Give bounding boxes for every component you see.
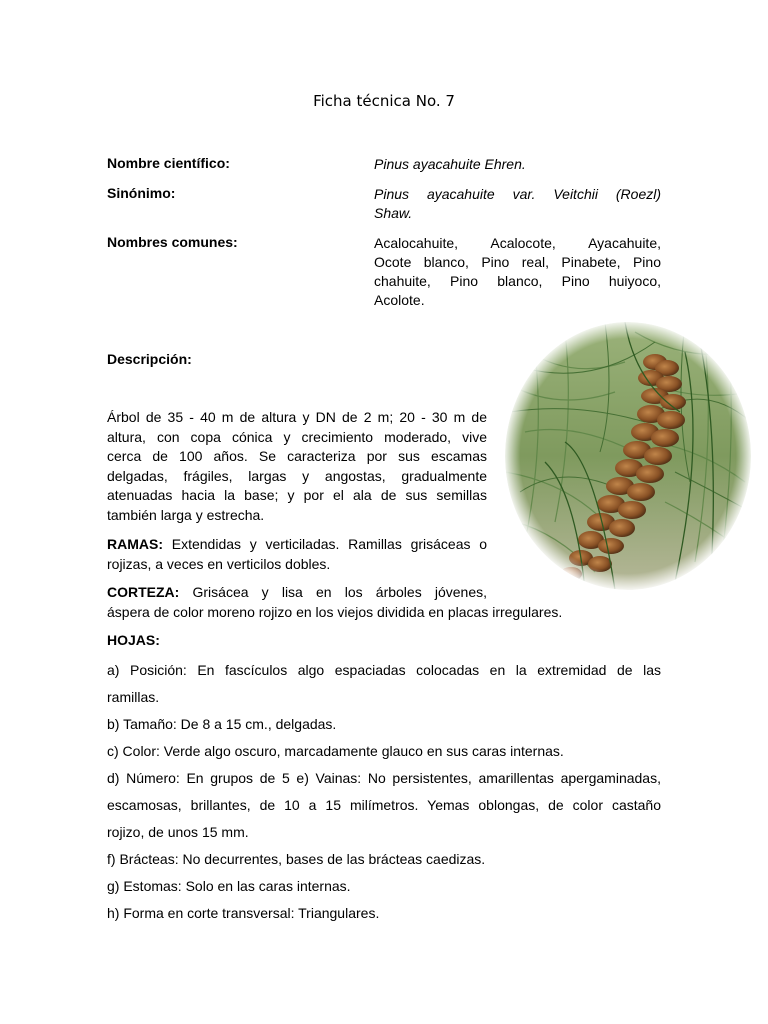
hojas-line-d: d) Número: En grupos de 5 e) Vainas: No persistentes, amarillentas apergaminadas, <box>107 770 661 786</box>
hojas-heading: HOJAS: <box>107 632 160 648</box>
description-line-1: Árbol de 35 - 40 m de altura y DN de 2 m; 20 - 30 m de <box>107 409 487 425</box>
page-title: Ficha técnica No. 7 <box>313 92 455 110</box>
common-names-line-1: Acalocahuite, Acalocote, Ayacahuite, <box>374 235 661 251</box>
description-line-4: delgadas, frágiles, largas y angostas, gradualmente <box>107 467 487 484</box>
hojas-line-f: f) Brácteas: No decurrentes, bases de las brácteas caedizas. <box>107 851 486 867</box>
ramas-text-1: Extendidas y verticiladas. Ramillas grisáceas o <box>171 536 488 552</box>
corteza-label: CORTEZA: <box>107 584 180 600</box>
hojas-line-h: h) Forma en corte transversal: Triangulares. <box>107 905 380 921</box>
hojas-line-a: a) Posición: En fascículos algo espaciadas colocadas en la extremidad de las <box>107 662 661 678</box>
synonym-value-line-2: Shaw. <box>374 205 413 221</box>
hojas-line-d-cont-2: rojizo, de unos 15 mm. <box>107 824 249 840</box>
description-line-3: cerca de 100 años. Se caracteriza por sus escamas <box>107 448 487 464</box>
ramas-line-1 <box>107 535 487 555</box>
ramas-label: RAMAS: <box>107 536 163 552</box>
hojas-line-d-cont: escamosas, brillantes, de 10 a 15 milímetros. Yemas oblongas, de color castaño <box>107 797 661 813</box>
hojas-line-a-cont: ramillas. <box>107 689 160 705</box>
corteza-text-1: Grisácea y lisa en los árboles jóvenes, <box>192 584 488 600</box>
synonym-value-line-1: Pinus ayacahuite var. Veitchii (Roezl) <box>374 186 661 202</box>
description-line-5: atenuadas hacia la base; y por el ala de sus semillas <box>107 487 487 503</box>
hojas-line-g: g) Estomas: Solo en las caras internas. <box>107 878 351 894</box>
common-names-label: Nombres comunes: <box>107 234 238 250</box>
hojas-line-b: b) Tamaño: De 8 a 15 cm., delgadas. <box>107 716 337 732</box>
common-names-line-2: Ocote blanco, Pino real, Pinabete, Pino <box>374 254 661 270</box>
scientific-name-label: Nombre científico: <box>107 155 230 171</box>
common-names-line-3: chahuite, Pino blanco, Pino huiyoco, <box>374 273 661 289</box>
common-names-line-4: Acolote. <box>374 292 425 308</box>
description-line-2: altura, con copa cónica y crecimiento moderado, vive <box>107 428 487 445</box>
ramas-line-2: rojizas, a veces en verticilos dobles. <box>107 555 331 572</box>
hojas-line-c: c) Color: Verde algo oscuro, marcadamente glauco en sus caras internas. <box>107 743 564 759</box>
corteza-line-2: áspera de color moreno rojizo en los viejos dividida en placas irregulares. <box>107 603 563 620</box>
scientific-name-value: Pinus ayacahuite Ehren. <box>374 156 526 172</box>
description-line-6: también larga y estrecha. <box>107 506 265 523</box>
pine-cone-photo <box>505 322 751 590</box>
corteza-line-1 <box>107 583 487 603</box>
pine-cone-illustration <box>505 322 751 590</box>
synonym-label: Sinónimo: <box>107 185 176 201</box>
description-heading: Descripción: <box>107 351 192 367</box>
